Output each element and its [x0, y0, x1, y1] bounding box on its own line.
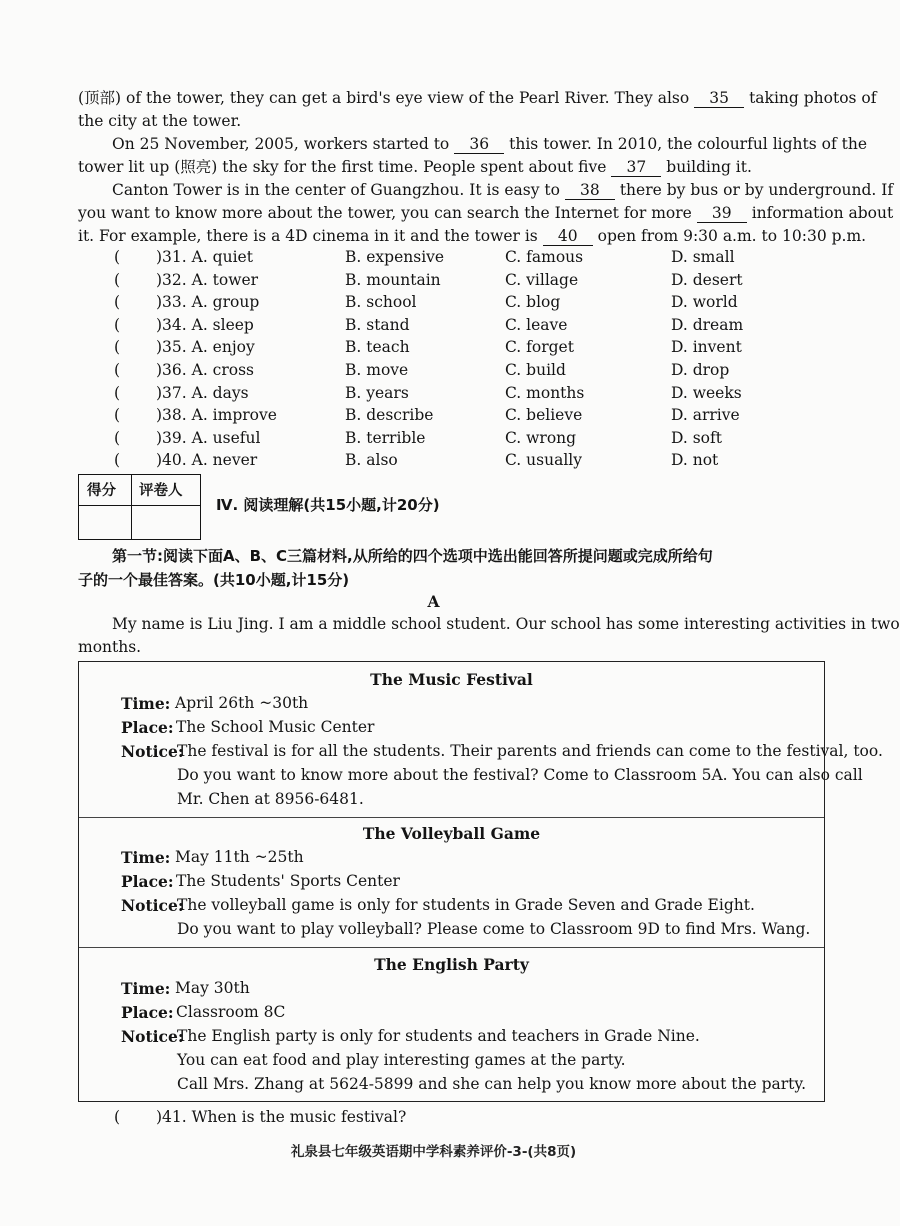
option-b: B. describe — [345, 406, 434, 425]
score-table — [78, 474, 201, 540]
question-row — [0, 382, 867, 404]
passage-text: there by bus or by underground. If — [619, 181, 894, 199]
question-row — [0, 269, 867, 291]
question-row — [0, 336, 867, 358]
option-c: C. forget — [505, 338, 574, 357]
notice-label: Notice: — [121, 896, 184, 915]
passage-letter: A — [427, 592, 440, 611]
page-footer: 礼泉县七年级英语期中学科素养评价-3-(共8页) — [290, 1144, 577, 1160]
passage-line — [78, 88, 877, 108]
section-heading: Ⅳ. 阅读理解(共15小题,计20分) — [216, 496, 440, 514]
event-title: The English Party — [374, 955, 529, 974]
passage-line — [112, 134, 868, 154]
option-c: C. leave — [505, 315, 568, 334]
passage-text: you want to know more about the tower, you can search the Internet for more — [78, 204, 692, 222]
passage-line — [78, 111, 821, 131]
blank-39: 39 — [697, 205, 747, 223]
passage-intro: months. — [78, 638, 142, 656]
option-a: )39. A. useful — [156, 428, 261, 447]
option-b: B. move — [345, 361, 409, 379]
time-label: Time: — [121, 979, 171, 998]
answer-paren[interactable]: ( — [114, 428, 121, 447]
option-b: B. years — [345, 383, 409, 402]
place-label: Place: — [121, 718, 174, 737]
place-value: The Students' Sports Center — [176, 872, 400, 890]
score-header: 得分 — [87, 483, 116, 499]
option-b: B. mountain — [345, 270, 441, 289]
place-value: The School Music Center — [176, 718, 375, 736]
notice-text: Mr. Chen at 8956-6481. — [177, 790, 364, 808]
notice-text: Do you want to play volleyball? Please come to Classroom 9D to find Mrs. Wang. — [177, 920, 811, 938]
option-a: )32. A. tower — [156, 270, 259, 289]
question-row — [0, 404, 867, 426]
option-d: D. drop — [671, 361, 730, 379]
passage-text: On 25 November, 2005, workers started to — [112, 135, 450, 153]
option-a: )34. A. sleep — [156, 315, 254, 334]
question-row — [0, 291, 867, 313]
question-row — [0, 1106, 867, 1128]
notice-text: The volleyball game is only for students in Grade Seven and Grade Eight. — [177, 896, 755, 914]
option-a: )40. A. never — [156, 451, 258, 470]
passage-text: it. For example, there is a 4D cinema in it and the tower is — [78, 227, 538, 245]
events-box — [78, 661, 883, 1102]
option-a: )35. A. enjoy — [156, 338, 255, 357]
answer-paren[interactable]: ( — [114, 383, 121, 402]
place-label: Place: — [121, 1003, 174, 1022]
option-c: C. blog — [505, 293, 561, 312]
question-row — [0, 314, 867, 336]
passage-line — [78, 157, 821, 177]
option-c: C. usually — [505, 451, 582, 470]
passage-text: the city at the tower. — [78, 112, 242, 130]
blank-37: 37 — [611, 159, 661, 177]
place-value: Classroom 8C — [176, 1003, 286, 1021]
time-label: Time: — [121, 694, 171, 713]
passage-text: building it. — [666, 158, 752, 176]
option-b: B. expensive — [345, 248, 445, 266]
option-d: D. not — [671, 451, 719, 470]
passage-line — [78, 226, 867, 246]
blank-35: 35 — [694, 90, 744, 108]
option-c: C. months — [505, 383, 585, 402]
option-d: D. dream — [671, 315, 744, 334]
blank-38: 38 — [565, 182, 615, 200]
place-label: Place: — [121, 872, 174, 891]
option-c: C. famous — [505, 248, 584, 266]
question-row — [0, 246, 867, 268]
option-d: D. desert — [671, 270, 743, 289]
question-row — [0, 359, 867, 381]
answer-paren[interactable]: ( — [114, 1108, 121, 1126]
passage-text: taking photos of — [749, 89, 877, 107]
notice-text: The English party is only for students and teachers in Grade Nine. — [177, 1027, 700, 1045]
option-b: B. stand — [345, 315, 410, 334]
passage-line — [112, 180, 894, 200]
answer-paren[interactable]: ( — [114, 315, 121, 334]
divider — [79, 817, 824, 818]
answer-paren[interactable]: ( — [114, 293, 121, 312]
passage-text: this tower. In 2010, the colourful lights of the — [509, 135, 868, 153]
option-c: C. build — [505, 361, 566, 379]
time-value: May 11th ~25th — [175, 848, 304, 866]
notice-text: You can eat food and play interesting games at the party. — [177, 1051, 626, 1069]
event-title: The Music Festival — [370, 670, 533, 689]
passage-line — [78, 203, 894, 223]
blank-36: 36 — [454, 136, 504, 154]
option-c: C. believe — [505, 406, 583, 425]
notice-label: Notice: — [121, 742, 184, 761]
divider — [79, 947, 824, 948]
option-b: B. also — [345, 451, 398, 470]
option-d: D. small — [671, 248, 735, 266]
notice-text: Call Mrs. Zhang at 5624-5899 and she can help you know more about the party. — [177, 1075, 807, 1093]
answer-paren[interactable]: ( — [114, 451, 121, 470]
question-row — [0, 449, 867, 471]
option-b: B. terrible — [345, 428, 426, 447]
option-a: )31. A. quiet — [156, 248, 253, 266]
event-title: The Volleyball Game — [362, 824, 541, 843]
answer-paren[interactable]: ( — [114, 248, 121, 266]
notice-label: Notice: — [121, 1027, 184, 1046]
time-value: May 30th — [175, 979, 250, 997]
option-a: )38. A. improve — [156, 406, 277, 425]
notice-text: Do you want to know more about the festival? Come to Classroom 5A. You can also call — [177, 766, 863, 784]
grader-header: 评卷人 — [139, 483, 183, 499]
blank-40: 40 — [543, 228, 593, 246]
option-a: )36. A. cross — [156, 361, 255, 379]
passage-intro: My name is Liu Jing. I am a middle school student. Our school has some interesting activities in two — [112, 615, 900, 633]
option-a: )37. A. days — [156, 383, 249, 402]
time-value: April 26th ~30th — [175, 694, 309, 712]
option-d: D. weeks — [671, 383, 742, 402]
notice-text: The festival is for all the students. Their parents and friends can come to the festival, too. — [177, 742, 883, 760]
section-instruction: 第一节:阅读下面A、B、C三篇材料,从所给的四个选项中选出能回答所提问题或完成所给句 — [112, 547, 713, 565]
option-d: D. soft — [671, 428, 722, 447]
option-d: D. arrive — [671, 406, 740, 425]
section-instruction: 子的一个最佳答案。(共10小题,计15分) — [78, 571, 350, 589]
answer-paren[interactable]: ( — [114, 406, 121, 425]
question-row — [0, 427, 867, 449]
passage-text: tower lit up (照亮) the sky for the first time. People spent about five — [78, 158, 607, 176]
answer-paren[interactable]: ( — [114, 338, 121, 357]
passage-text: information about — [751, 204, 894, 222]
option-b: B. teach — [345, 338, 410, 357]
passage-text: Canton Tower is in the center of Guangzhou. It is easy to — [112, 181, 560, 199]
option-a: )33. A. group — [156, 293, 260, 312]
option-b: B. school — [345, 293, 417, 312]
option-c: C. village — [505, 270, 579, 289]
passage-text: open from 9:30 a.m. to 10:30 p.m. — [597, 227, 867, 245]
question-text: )41. When is the music festival? — [156, 1108, 407, 1126]
option-c: C. wrong — [505, 428, 577, 447]
time-label: Time: — [121, 848, 171, 867]
answer-paren[interactable]: ( — [114, 270, 121, 289]
option-d: D. invent — [671, 338, 742, 357]
answer-paren[interactable]: ( — [114, 361, 121, 379]
option-d: D. world — [671, 293, 738, 312]
passage-text: (顶部) of the tower, they can get a bird's eye view of the Pearl River. They also — [78, 89, 690, 107]
